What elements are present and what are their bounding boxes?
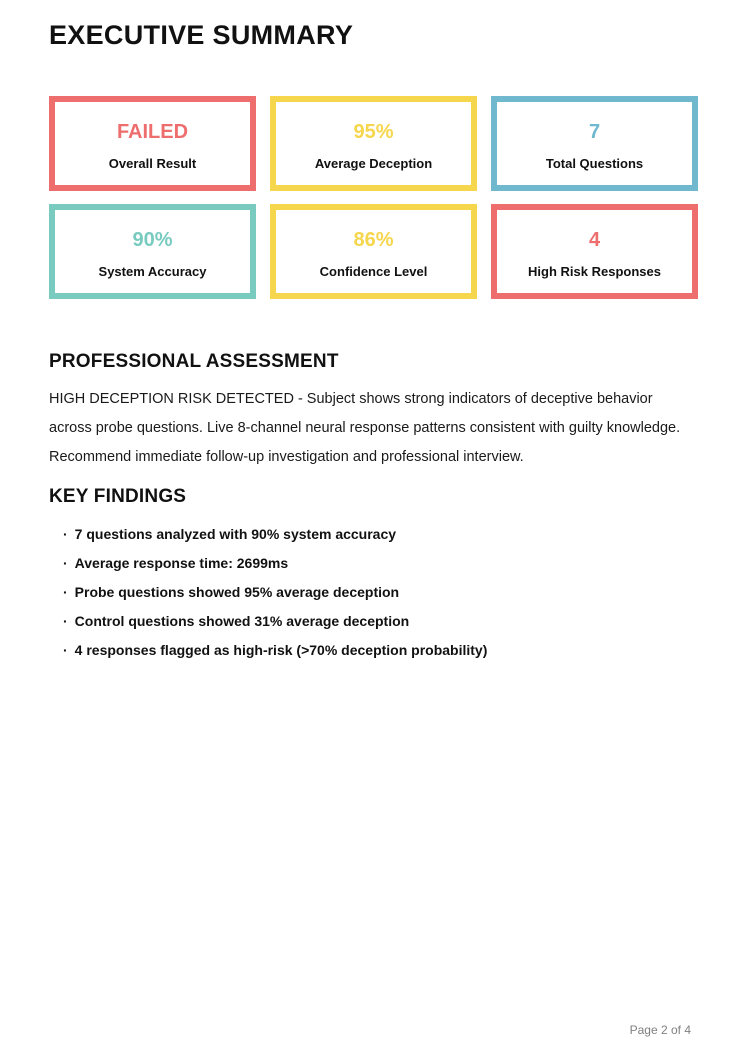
report-page [0,20,743,657]
stat-card-confidence-level [270,204,477,299]
stat-value: FAILED [116,121,189,143]
stat-card-system-accuracy [49,204,256,299]
stat-label: High Risk Responses [528,264,661,279]
professional-assessment-body: HIGH DECEPTION RISK DETECTED - Subject shows strong indicators of deceptive behavior across probe questions. Live 8-channel neural response patterns consistent with guilty knowledge. Recommend immediate follow-up investigation and professional interview. [49,391,681,465]
stat-label: Overall Result [108,156,197,171]
stat-card-high-risk-responses [491,204,698,299]
stat-value: 4 [588,229,601,251]
key-finding-item: · 4 responses flagged as high-risk (>70% deception probability) [63,643,698,657]
key-finding-item: · Average response time: 2699ms [63,556,698,570]
stat-card-total-questions [491,96,698,191]
stat-value: 7 [588,121,601,143]
key-finding-item: · Control questions showed 31% average deception [63,614,698,628]
summary-stat-cards [49,96,698,299]
stat-label: Total Questions [545,156,644,171]
stat-label: Confidence Level [319,264,428,279]
stat-label: System Accuracy [98,264,207,279]
stat-card-overall-result [49,96,256,191]
professional-assessment-heading: PROFESSIONAL ASSESSMENT [49,351,339,372]
key-findings-list [49,527,698,657]
key-findings-heading: KEY FINDINGS [49,486,187,507]
page-number: Page 2 of 4 [629,1023,691,1037]
stat-value: 95% [353,121,394,143]
stat-card-average-deception [270,96,477,191]
page-title: EXECUTIVE SUMMARY [49,20,354,50]
stat-value: 86% [353,229,394,251]
key-finding-item: · Probe questions showed 95% average deception [63,585,698,599]
stat-value: 90% [132,229,173,251]
stat-label: Average Deception [314,156,433,171]
key-finding-item: · 7 questions analyzed with 90% system accuracy [63,527,698,541]
